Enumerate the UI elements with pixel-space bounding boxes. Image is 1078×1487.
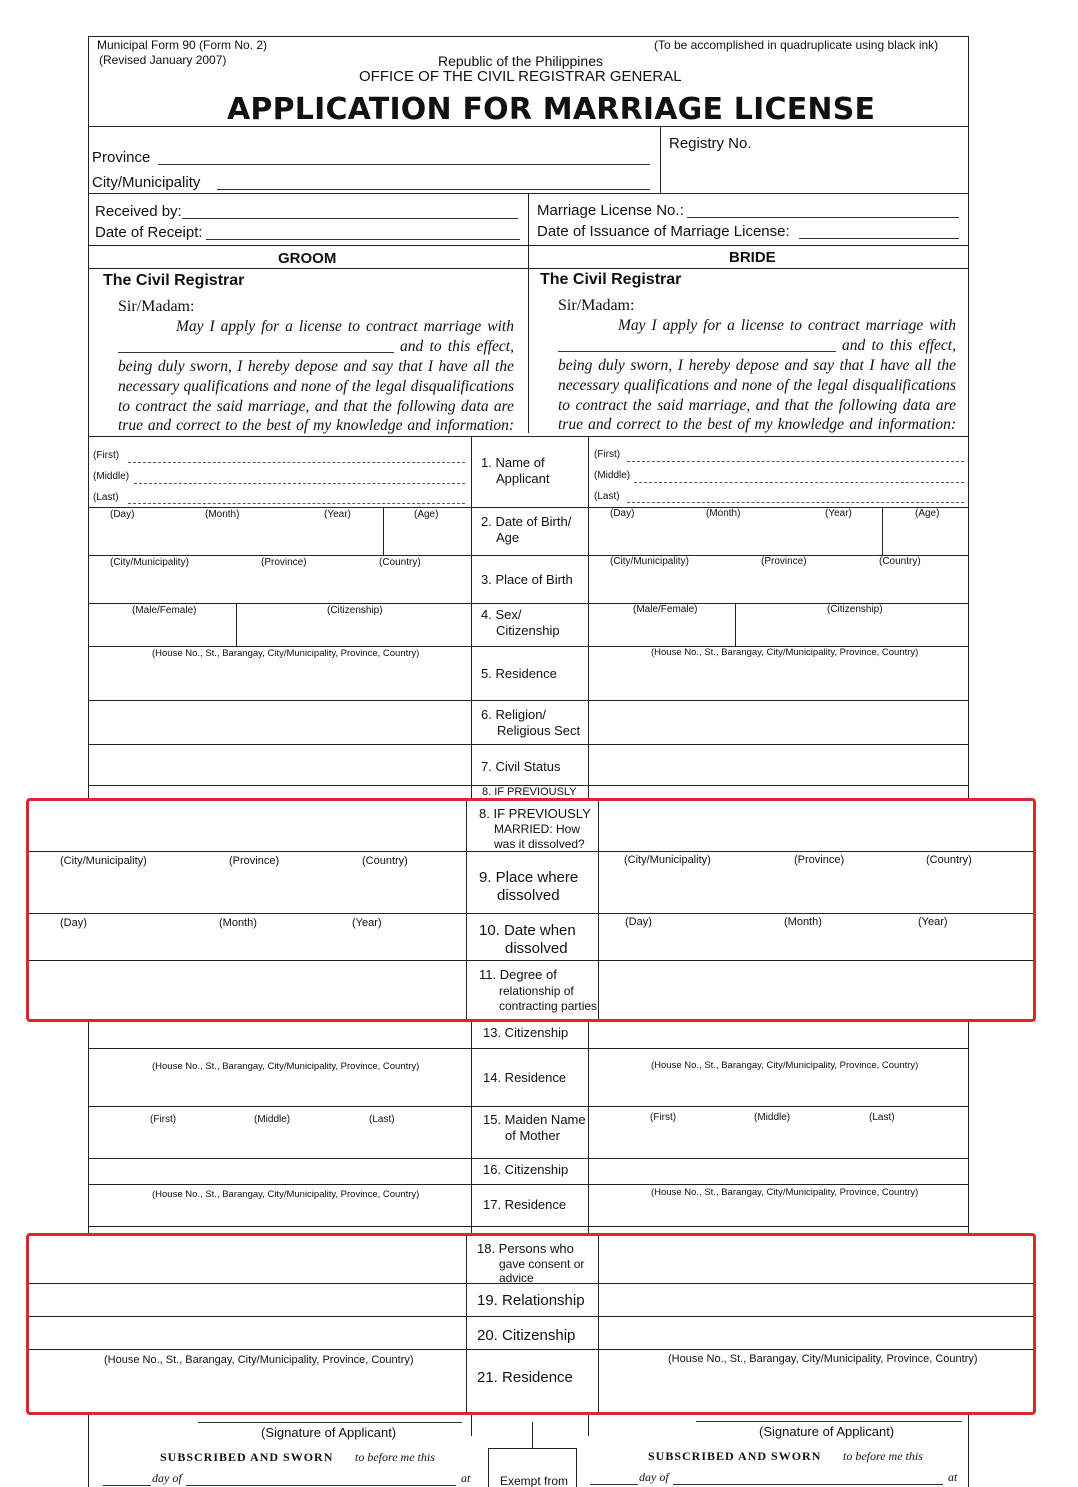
item-10-label: 10. Date when — [479, 922, 576, 939]
month-sublabel: (Month) — [219, 917, 257, 929]
groom-letter-line: to contract the said marriage, and that the following data are — [118, 398, 514, 415]
first-sublabel: (First) — [594, 449, 621, 460]
address-sublabel: (House No., St., Barangay, City/Municipality, Province, Country) — [651, 1187, 919, 1198]
divider — [29, 1316, 1033, 1317]
city-label: City/Municipality — [92, 174, 201, 191]
groom-letter-line: necessary qualifications and none of the legal disqualifications — [118, 378, 514, 395]
item-1-label: Applicant — [496, 471, 550, 486]
date-receipt-label: Date of Receipt: — [95, 224, 203, 241]
first-sublabel: (First) — [93, 450, 120, 461]
month-sublabel: (Month) — [706, 508, 741, 519]
republic-heading: Republic of the Philippines — [438, 53, 603, 69]
province-sublabel: (Province) — [761, 556, 807, 567]
divider — [88, 1184, 969, 1185]
date-issuance-field[interactable] — [799, 238, 959, 239]
divider — [88, 245, 969, 246]
divider — [88, 1226, 969, 1227]
divider — [598, 1236, 599, 1412]
divider — [29, 960, 1033, 961]
last-sublabel: (Last) — [369, 1114, 395, 1125]
country-sublabel: (Country) — [879, 556, 921, 567]
item-7-label: 7. Civil Status — [481, 759, 561, 774]
divider — [735, 603, 736, 646]
item-8-label: 8. IF PREVIOUSLY — [479, 806, 591, 821]
highlight-box-previous-marriage — [26, 798, 1036, 1022]
bride-oath-text: to before me this — [843, 1449, 923, 1463]
item-11-label: 11. Degree of — [479, 967, 557, 982]
item-5-label: 5. Residence — [481, 666, 557, 681]
middle-sublabel: (Middle) — [594, 470, 631, 481]
divider — [466, 1236, 467, 1412]
bride-signature-label: (Signature of Applicant) — [759, 1424, 895, 1439]
item-11-label: contracting parties — [499, 999, 598, 1013]
last-sublabel: (Last) — [594, 491, 620, 502]
year-sublabel: (Year) — [324, 509, 351, 520]
partner-name-field[interactable] — [118, 352, 394, 353]
divider — [88, 436, 969, 437]
groom-salutation: Sir/Madam: — [118, 298, 195, 315]
form-number: Municipal Form 90 (Form No. 2) — [97, 38, 268, 52]
exempt-label: Exempt from — [500, 1474, 569, 1487]
bride-letter-line: being duly sworn, I hereby depose and say that I have all the — [558, 357, 956, 374]
age-sublabel: (Age) — [915, 508, 940, 519]
divider — [88, 1158, 969, 1159]
item-2-label: Age — [496, 530, 520, 545]
groom-signature-label: (Signature of Applicant) — [261, 1425, 397, 1440]
item-17-label: 17. Residence — [483, 1197, 567, 1212]
groom-letter-line: May I apply for a license to contract marriage with — [176, 318, 514, 335]
province-field[interactable] — [158, 164, 650, 165]
last-sublabel: (Last) — [93, 492, 119, 503]
citizenship-sublabel: (Citizenship) — [327, 605, 383, 616]
groom-first-name-field[interactable] — [128, 462, 465, 463]
sex-sublabel: (Male/Female) — [132, 605, 197, 616]
province-sublabel: (Province) — [229, 855, 280, 867]
page-title: APPLICATION FOR MARRIAGE LICENSE — [227, 92, 876, 127]
day-sublabel: (Day) — [610, 508, 635, 519]
groom-last-name-field[interactable] — [128, 503, 465, 504]
groom-subscribed-text: SUBSCRIBED AND SWORN — [160, 1450, 334, 1464]
divider — [660, 126, 661, 193]
item-4-label: Citizenship — [496, 623, 560, 638]
city-field[interactable] — [217, 189, 650, 190]
item-21-label: 21. Residence — [477, 1369, 573, 1386]
item-20-label: 20. Citizenship — [477, 1327, 576, 1344]
bride-day-of-text: day of — [639, 1470, 669, 1484]
month-sublabel: (Month) — [784, 916, 822, 928]
middle-sublabel: (Middle) — [254, 1114, 291, 1125]
office-heading: OFFICE OF THE CIVIL REGISTRAR GENERAL — [359, 68, 682, 85]
groom-day-of-text: day of — [152, 1471, 182, 1485]
sex-sublabel: (Male/Female) — [633, 604, 698, 615]
partner-name-field[interactable] — [558, 351, 836, 352]
item-9-label: 9. Place where — [479, 869, 579, 886]
address-sublabel: (House No., St., Barangay, City/Municipality, Province, Country) — [104, 1354, 414, 1366]
middle-sublabel: (Middle) — [93, 471, 130, 482]
citizenship-sublabel: (Citizenship) — [827, 604, 883, 615]
middle-sublabel: (Middle) — [754, 1112, 791, 1123]
item-15-label: 15. Maiden Name — [483, 1112, 586, 1127]
divider — [882, 507, 883, 555]
bride-date-field[interactable] — [673, 1484, 943, 1485]
item-3-label: 3. Place of Birth — [481, 572, 573, 587]
item-1-label: 1. Name of — [481, 455, 545, 470]
year-sublabel: (Year) — [825, 508, 852, 519]
item-16-label: 16. Citizenship — [483, 1162, 569, 1177]
bride-letter-line: and to this effect, — [842, 337, 956, 354]
highlight-box-consent — [26, 1233, 1036, 1415]
year-sublabel: (Year) — [352, 917, 382, 929]
item-8-peek-label: 8. IF PREVIOUSLY — [482, 786, 577, 798]
address-sublabel: (House No., St., Barangay, City/Municipality, Province, Country) — [152, 1189, 420, 1200]
groom-heading: GROOM — [278, 250, 337, 267]
first-sublabel: (First) — [150, 1114, 177, 1125]
item-11-label: relationship of — [499, 984, 574, 998]
first-sublabel: (First) — [650, 1112, 677, 1123]
item-9-label: dissolved — [497, 887, 560, 904]
divider — [528, 193, 529, 433]
divider — [88, 268, 969, 269]
divider — [532, 1422, 533, 1448]
bride-first-name-field[interactable] — [627, 461, 964, 462]
year-sublabel: (Year) — [918, 916, 948, 928]
bride-letter-line: May I apply for a license to contract marriage with — [618, 317, 956, 334]
item-19-label: 19. Relationship — [477, 1292, 585, 1309]
groom-addressee: The Civil Registrar — [103, 272, 245, 289]
received-by-label: Received by: — [95, 203, 182, 220]
bride-letter-line: to contract the said marriage, and that the following data are — [558, 397, 956, 414]
form-border-top — [88, 36, 969, 37]
bride-letter-line: true and correct to the best of my knowledge and information: — [558, 416, 956, 433]
city-sublabel: (City/Municipality) — [110, 557, 189, 568]
item-8-label: was it dissolved? — [494, 837, 585, 851]
bride-subscribed-text: SUBSCRIBED AND SWORN — [648, 1449, 822, 1463]
item-14-label: 14. Residence — [483, 1070, 567, 1085]
bride-at-text: at — [948, 1470, 958, 1484]
registry-label: Registry No. — [669, 135, 752, 152]
license-no-label: Marriage License No.: — [537, 202, 684, 219]
bride-middle-name-field[interactable] — [634, 482, 964, 483]
province-sublabel: (Province) — [261, 557, 307, 568]
divider — [383, 507, 384, 555]
day-sublabel: (Day) — [625, 916, 652, 928]
day-sublabel: (Day) — [60, 917, 87, 929]
item-18-label: 18. Persons who — [477, 1241, 574, 1256]
groom-signature-line[interactable] — [198, 1422, 462, 1423]
groom-letter-line: true and correct to the best of my knowledge and information: — [118, 417, 514, 434]
divider — [466, 801, 467, 1019]
date-issuance-label: Date of Issuance of Marriage License: — [537, 223, 790, 240]
divider — [29, 913, 1033, 914]
city-sublabel: (City/Municipality) — [624, 854, 711, 866]
license-no-field[interactable] — [687, 217, 959, 218]
divider — [88, 744, 969, 745]
ink-instruction: (To be accomplished in quadruplicate using black ink) — [654, 38, 939, 52]
divider — [29, 1349, 1033, 1350]
divider — [88, 126, 969, 127]
address-sublabel: (House No., St., Barangay, City/Municipality, Province, Country) — [651, 647, 919, 658]
country-sublabel: (Country) — [926, 854, 972, 866]
bride-salutation: Sir/Madam: — [558, 297, 635, 314]
country-sublabel: (Country) — [362, 855, 408, 867]
groom-date-field[interactable] — [186, 1485, 456, 1486]
groom-oath-text: to before me this — [355, 1450, 435, 1464]
month-sublabel: (Month) — [205, 509, 240, 520]
groom-middle-name-field[interactable] — [134, 483, 465, 484]
province-sublabel: (Province) — [794, 854, 845, 866]
item-6-label: Religious Sect — [497, 723, 581, 738]
groom-letter-line: and to this effect, — [400, 338, 514, 355]
divider — [88, 1106, 969, 1107]
groom-day-field[interactable] — [103, 1485, 151, 1486]
item-10-label: dissolved — [505, 940, 568, 957]
groom-letter-line: being duly sworn, I hereby depose and say that I have all the — [118, 358, 514, 375]
divider — [236, 603, 237, 646]
received-by-field[interactable] — [182, 218, 518, 219]
item-13-label: 13. Citizenship — [483, 1025, 569, 1040]
item-18-label: advice — [499, 1271, 534, 1285]
city-sublabel: (City/Municipality) — [610, 556, 689, 567]
bride-last-name-field[interactable] — [627, 502, 964, 503]
address-sublabel: (House No., St., Barangay, City/Municipality, Province, Country) — [152, 1061, 420, 1072]
bride-letter-line: necessary qualifications and none of the legal disqualifications — [558, 377, 956, 394]
item-18-label: gave consent or — [499, 1257, 585, 1271]
city-sublabel: (City/Municipality) — [60, 855, 147, 867]
item-8-label: MARRIED: How — [494, 822, 581, 836]
divider — [598, 801, 599, 1019]
divider — [88, 555, 969, 556]
country-sublabel: (Country) — [379, 557, 421, 568]
age-sublabel: (Age) — [414, 509, 439, 520]
item-15-label: of Mother — [505, 1128, 560, 1143]
item-2-label: 2. Date of Birth/ — [481, 514, 572, 529]
day-sublabel: (Day) — [110, 509, 135, 520]
bride-signature-line[interactable] — [696, 1421, 962, 1422]
groom-at-text: at — [461, 1471, 471, 1485]
item-6-label: 6. Religion/ — [481, 707, 547, 722]
province-label: Province — [92, 149, 151, 166]
item-4-label: 4. Sex/ — [481, 607, 522, 622]
form-revision: (Revised January 2007) — [99, 53, 227, 67]
bride-heading: BRIDE — [729, 249, 776, 266]
divider — [88, 1048, 969, 1049]
date-receipt-field[interactable] — [206, 239, 520, 240]
divider — [88, 700, 969, 701]
bride-day-field[interactable] — [590, 1484, 638, 1485]
address-sublabel: (House No., St., Barangay, City/Municipality, Province, Country) — [651, 1060, 919, 1071]
last-sublabel: (Last) — [869, 1112, 895, 1123]
bride-addressee: The Civil Registrar — [540, 271, 682, 288]
address-sublabel: (House No., St., Barangay, City/Municipality, Province, Country) — [668, 1353, 978, 1365]
address-sublabel: (House No., St., Barangay, City/Municipality, Province, Country) — [152, 648, 420, 659]
